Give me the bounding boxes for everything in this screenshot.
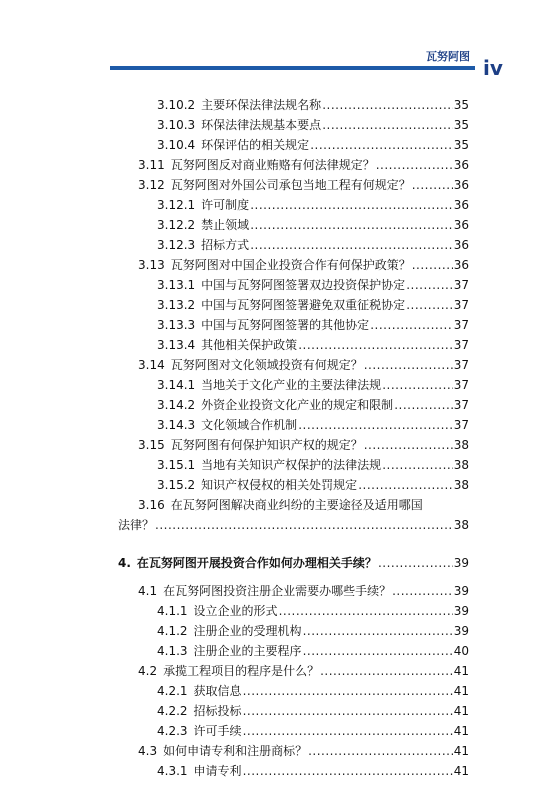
toc-number: 4.2.3	[157, 724, 188, 738]
toc-page: 36	[453, 198, 469, 212]
toc-page: 35	[453, 98, 469, 112]
toc-title: 知识产权侵权的相关处罚规定	[201, 478, 358, 492]
toc-title: 中国与瓦努阿图签署避免双重征税协定	[201, 298, 406, 312]
toc-leader	[302, 621, 453, 641]
toc-leader	[154, 515, 453, 535]
toc-number: 3.13.1	[157, 278, 196, 292]
toc-leader	[242, 701, 453, 721]
toc-title: 禁止领域	[201, 218, 250, 232]
toc-page: 41	[453, 684, 469, 698]
toc-title: 文化领域合作机制	[201, 418, 298, 432]
toc-leader	[249, 215, 453, 235]
toc-entry[interactable]	[157, 315, 469, 335]
toc-title: 注册企业的受理机构	[193, 624, 302, 638]
toc-number: 3.14	[138, 358, 165, 372]
toc-number: 4.3	[138, 744, 158, 758]
toc-entry[interactable]	[157, 601, 469, 621]
toc-number: 3.16	[138, 498, 165, 512]
toc-leader	[381, 375, 453, 395]
toc-title: 瓦努阿图有何保护知识产权的规定？	[170, 438, 363, 452]
toc-leader	[249, 195, 453, 215]
toc-leader	[307, 741, 453, 761]
toc-leader	[242, 681, 453, 701]
toc-page: 39	[453, 556, 469, 570]
toc-entry[interactable]	[138, 581, 469, 601]
toc-leader	[363, 435, 453, 455]
toc-page: 39	[453, 604, 469, 618]
toc-entry[interactable]	[157, 135, 469, 155]
toc-page: 41	[453, 704, 469, 718]
toc-entry[interactable]	[157, 761, 469, 781]
toc-entry[interactable]	[157, 335, 469, 355]
toc-entry[interactable]	[157, 275, 469, 295]
toc-entry[interactable]	[157, 721, 469, 741]
toc-entry[interactable]	[138, 355, 469, 375]
toc-page: 37	[453, 278, 469, 292]
toc-page: 36	[453, 218, 469, 232]
toc-number: 3.15	[138, 438, 165, 452]
toc-leader	[302, 641, 453, 661]
toc-leader	[381, 455, 453, 475]
toc-title: 环保评估的相关规定	[201, 138, 310, 152]
toc-number: 3.14.1	[157, 378, 196, 392]
toc-leader	[242, 721, 453, 741]
toc-page: 37	[453, 298, 469, 312]
toc-page: 38	[453, 518, 469, 532]
toc-entry[interactable]	[157, 115, 469, 135]
running-header-title: 瓦努阿图	[426, 50, 470, 63]
toc-page: 41	[453, 724, 469, 738]
toc-title: 其他相关保护政策	[201, 338, 298, 352]
toc-leader	[363, 355, 453, 375]
toc-number: 4.3.1	[157, 764, 188, 778]
toc-page: 37	[453, 318, 469, 332]
toc-title: 许可制度	[201, 198, 250, 212]
toc-entry[interactable]	[138, 255, 469, 275]
toc-title: 在瓦努阿图开展投资合作如何办理相关手续？	[136, 556, 377, 570]
toc-entry[interactable]	[157, 701, 469, 721]
toc-entry[interactable]	[157, 215, 469, 235]
toc-number: 4.2.2	[157, 704, 188, 718]
toc-leader	[405, 295, 453, 315]
toc-page: 41	[453, 764, 469, 778]
toc-page: 37	[453, 338, 469, 352]
toc-page: 41	[453, 744, 469, 758]
toc-entry[interactable]	[157, 621, 469, 641]
toc-page: 38	[453, 438, 469, 452]
toc-number: 4.1	[138, 584, 158, 598]
toc-title: 主要环保法律法规名称	[201, 98, 322, 112]
toc-leader	[393, 395, 453, 415]
toc-title: 注册企业的主要程序	[193, 644, 302, 658]
toc-leader	[411, 175, 453, 195]
toc-page: 36	[453, 158, 469, 172]
toc-number: 3.10.3	[157, 118, 196, 132]
toc-number: 4.2	[138, 664, 158, 678]
toc-leader	[411, 255, 453, 275]
toc-number: 4.1.2	[157, 624, 188, 638]
toc-title: 获取信息	[193, 684, 242, 698]
toc-title: 招标投标	[193, 704, 242, 718]
toc-page: 37	[453, 418, 469, 432]
toc-chapter-entry[interactable]	[118, 553, 469, 573]
toc-number: 3.14.2	[157, 398, 196, 412]
toc-page: 38	[453, 478, 469, 492]
toc-entry[interactable]	[157, 375, 469, 395]
toc-leader	[391, 581, 453, 601]
page-number: iv	[483, 56, 503, 80]
toc-number: 3.12.2	[157, 218, 196, 232]
toc-number: 3.13.3	[157, 318, 196, 332]
toc-number: 3.14.3	[157, 418, 196, 432]
toc-title: 在瓦努阿图投资注册企业需要办哪些手续？	[163, 584, 392, 598]
toc-title: 瓦努阿图对中国企业投资合作有何保护政策？	[170, 258, 411, 272]
toc-entry[interactable]	[138, 175, 469, 195]
toc-leader	[297, 415, 453, 435]
toc-leader	[377, 553, 453, 573]
toc-page: 37	[453, 398, 469, 412]
toc-number: 4.	[118, 556, 131, 570]
toc-entry[interactable]	[157, 475, 469, 495]
toc-entry[interactable]	[138, 435, 469, 455]
toc-title: 瓦努阿图对文化领域投资有何规定？	[170, 358, 363, 372]
toc-number: 3.15.2	[157, 478, 196, 492]
toc-title: 申请专利	[193, 764, 242, 778]
toc-title: 在瓦努阿图解决商业纠纷的主要途径及适用哪国	[170, 498, 423, 512]
toc-page: 40	[453, 644, 469, 658]
toc-page: 41	[453, 664, 469, 678]
toc-leader	[249, 235, 453, 255]
toc-leader	[319, 661, 453, 681]
toc-number: 3.12.3	[157, 238, 196, 252]
toc-leader	[297, 335, 453, 355]
toc-page: 39	[453, 624, 469, 638]
toc-entry[interactable]	[157, 641, 469, 661]
toc-entry[interactable]	[157, 235, 469, 255]
toc-number: 3.10.4	[157, 138, 196, 152]
toc-leader	[375, 155, 453, 175]
toc-number: 3.12	[138, 178, 165, 192]
toc-entry[interactable]	[157, 415, 469, 435]
toc-leader	[321, 95, 453, 115]
toc-number: 4.2.1	[157, 684, 188, 698]
toc-leader	[357, 475, 453, 495]
toc-leader	[242, 761, 453, 781]
toc-title: 设立企业的形式	[193, 604, 278, 618]
toc-title: 招标方式	[201, 238, 250, 252]
toc-title: 环保法律法规基本要点	[201, 118, 322, 132]
toc-title: 承揽工程项目的程序是什么？	[163, 664, 320, 678]
toc-title: 外资企业投资文化产业的规定和限制	[201, 398, 394, 412]
toc-title: 中国与瓦努阿图签署的其他协定	[201, 318, 370, 332]
toc-title-continued: 法律？	[118, 518, 155, 532]
toc-leader	[309, 135, 453, 155]
toc-title: 当地有关知识产权保护的法律法规	[201, 458, 382, 472]
toc-number: 3.11	[138, 158, 165, 172]
toc-title: 瓦努阿图反对商业贿赂有何法律规定？	[170, 158, 375, 172]
toc-title: 如何申请专利和注册商标？	[163, 744, 308, 758]
toc-page: 36	[453, 258, 469, 272]
toc-title: 瓦努阿图对外国公司承包当地工程有何规定？	[170, 178, 411, 192]
toc-entry[interactable]	[157, 681, 469, 701]
toc-page: 35	[453, 118, 469, 132]
toc-page: 36	[453, 178, 469, 192]
toc-entry[interactable]	[138, 661, 469, 681]
toc-entry[interactable]	[138, 741, 469, 761]
toc-number: 3.15.1	[157, 458, 196, 472]
toc-number: 3.13.2	[157, 298, 196, 312]
toc-number: 3.12.1	[157, 198, 196, 212]
toc-leader	[369, 315, 453, 335]
toc-number: 3.13	[138, 258, 165, 272]
toc-entry[interactable]	[157, 95, 469, 115]
toc-number: 4.1.1	[157, 604, 188, 618]
toc-page: 37	[453, 358, 469, 372]
toc-page: 37	[453, 378, 469, 392]
toc-entry[interactable]	[157, 395, 469, 415]
toc-number: 4.1.3	[157, 644, 188, 658]
toc-entry-wrapped[interactable]	[138, 495, 423, 515]
toc-entry[interactable]	[157, 295, 469, 315]
toc-page: 38	[453, 458, 469, 472]
toc-number: 3.13.4	[157, 338, 196, 352]
toc-title: 许可手续	[193, 724, 242, 738]
toc-entry[interactable]	[157, 455, 469, 475]
toc-leader	[405, 275, 453, 295]
toc-leader	[278, 601, 453, 621]
toc-title: 当地关于文化产业的主要法律法规	[201, 378, 382, 392]
toc-page: 35	[453, 138, 469, 152]
toc-entry[interactable]	[138, 155, 469, 175]
toc-page: 39	[453, 584, 469, 598]
toc-entry-continuation[interactable]	[118, 515, 469, 535]
toc-entry[interactable]	[157, 195, 469, 215]
toc-title: 中国与瓦努阿图签署双边投资保护协定	[201, 278, 406, 292]
toc-number: 3.10.2	[157, 98, 196, 112]
toc-page: 36	[453, 238, 469, 252]
toc-leader	[321, 115, 453, 135]
